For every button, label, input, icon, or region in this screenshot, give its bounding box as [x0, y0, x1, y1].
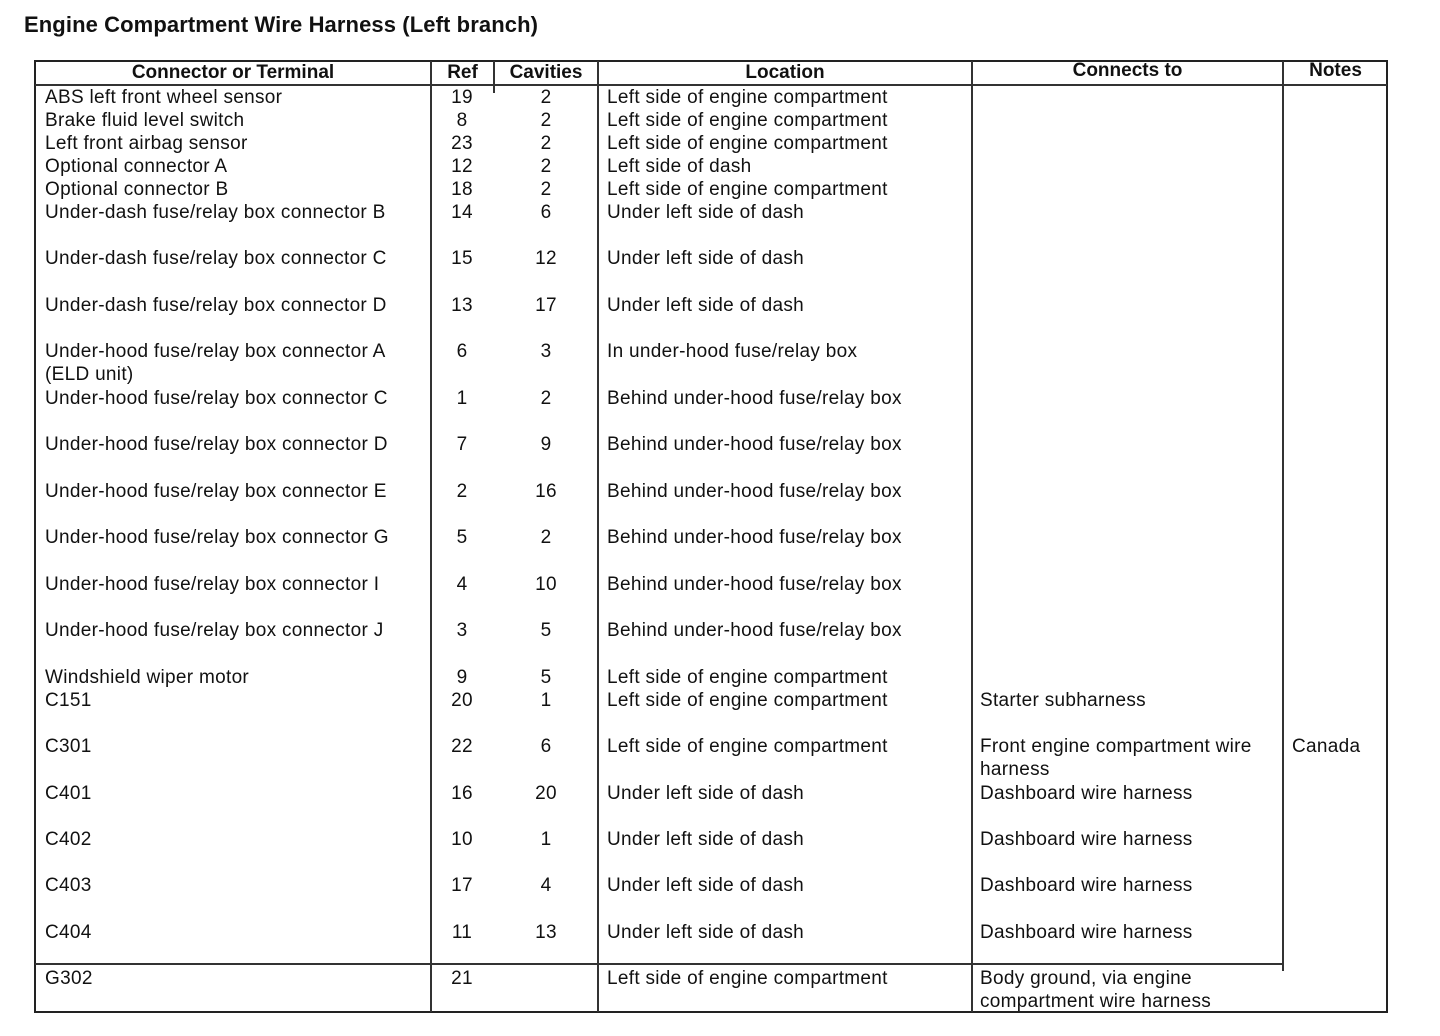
- connector-cell: Under-dash fuse/relay box connector C: [45, 248, 387, 269]
- ref-cell: 17: [451, 875, 473, 896]
- connector-cell: Left front airbag sensor: [45, 133, 248, 154]
- column-divider: [430, 61, 432, 1012]
- connector-cell: C404: [45, 922, 92, 943]
- cavities-cell: 2: [540, 133, 552, 154]
- ref-cell: 12: [451, 156, 473, 177]
- location-cell: Left side of engine compartment: [607, 736, 888, 757]
- cavities-cell: 2: [540, 179, 552, 200]
- connects-to-cell: Dashboard wire harness: [980, 922, 1193, 943]
- cavities-cell: 6: [540, 736, 552, 757]
- location-cell: Left side of dash: [607, 156, 752, 177]
- ref-cell: 2: [456, 481, 468, 502]
- ref-cell: 19: [451, 87, 473, 108]
- location-cell: Under left side of dash: [607, 783, 805, 804]
- column-divider: [597, 61, 599, 1012]
- page-title: Engine Compartment Wire Harness (Left branch): [24, 12, 539, 37]
- cavities-cell: 16: [535, 481, 557, 502]
- location-cell: Behind under-hood fuse/relay box: [607, 620, 902, 641]
- connector-cell: Under-dash fuse/relay box connector D: [45, 295, 387, 316]
- location-cell: Left side of engine compartment: [607, 110, 888, 131]
- column-divider: [971, 61, 973, 1012]
- connector-cell: G302: [45, 968, 93, 989]
- ref-cell: 11: [451, 922, 473, 943]
- section-rule: [35, 963, 1283, 965]
- connects-to-cell: Body ground, via engine compartment wire harness: [980, 968, 1212, 1012]
- location-cell: Behind under-hood fuse/relay box: [607, 481, 902, 502]
- cavities-cell: 10: [535, 574, 557, 595]
- cavities-cell: 2: [540, 87, 552, 108]
- ref-cell: 20: [451, 690, 473, 711]
- header-ref: Ref: [447, 62, 478, 83]
- location-cell: Left side of engine compartment: [607, 87, 888, 108]
- header-connects-to: Connects to: [1072, 60, 1183, 81]
- ref-cell: 10: [451, 829, 473, 850]
- connects-to-cell: Starter subharness: [980, 690, 1146, 711]
- connects-to-cell: Dashboard wire harness: [980, 875, 1193, 896]
- cavities-cell: 1: [540, 829, 552, 850]
- ref-cell: 7: [456, 434, 468, 455]
- cavities-cell: 2: [540, 527, 552, 548]
- location-cell: Under left side of dash: [607, 248, 805, 269]
- location-cell: In under-hood fuse/relay box: [607, 341, 858, 362]
- cavities-cell: 5: [540, 620, 552, 641]
- connector-cell: Under-hood fuse/relay box connector D: [45, 434, 388, 455]
- location-cell: Behind under-hood fuse/relay box: [607, 527, 902, 548]
- connects-to-cell: Front engine compartment wire harness: [980, 736, 1252, 780]
- ref-cell: 23: [451, 133, 473, 154]
- connects-to-cell: Dashboard wire harness: [980, 829, 1193, 850]
- cavities-cell: 13: [535, 922, 557, 943]
- location-cell: Left side of engine compartment: [607, 690, 888, 711]
- connector-cell: Under-hood fuse/relay box connector E: [45, 481, 387, 502]
- cavities-cell: 6: [540, 202, 552, 223]
- connector-cell: C402: [45, 829, 92, 850]
- ref-cell: 13: [451, 295, 473, 316]
- cavities-cell: 4: [540, 875, 552, 896]
- ref-cell: 4: [456, 574, 468, 595]
- header-connector: Connector or Terminal: [131, 62, 335, 83]
- connector-cell: C401: [45, 783, 92, 804]
- location-cell: Behind under-hood fuse/relay box: [607, 388, 902, 409]
- connector-cell: C403: [45, 875, 92, 896]
- header-location: Location: [745, 62, 825, 83]
- location-cell: Under left side of dash: [607, 922, 805, 943]
- connector-cell: Under-hood fuse/relay box connector C: [45, 388, 388, 409]
- location-cell: Under left side of dash: [607, 295, 805, 316]
- header-cavities: Cavities: [509, 62, 583, 83]
- location-cell: Left side of engine compartment: [607, 179, 888, 200]
- ref-cell: 15: [451, 248, 473, 269]
- connector-cell: Under-hood fuse/relay box connector G: [45, 527, 389, 548]
- connector-cell: C301: [45, 736, 92, 757]
- connector-cell: ABS left front wheel sensor: [45, 87, 283, 108]
- connector-cell: C151: [45, 690, 92, 711]
- location-cell: Under left side of dash: [607, 875, 805, 896]
- cavities-cell: 17: [535, 295, 557, 316]
- notes-cell: Canada: [1292, 736, 1361, 757]
- ref-cell: 5: [456, 527, 468, 548]
- connector-cell: Under-hood fuse/relay box connector J: [45, 620, 384, 641]
- location-cell: Left side of engine compartment: [607, 968, 888, 989]
- cavities-cell: 1: [540, 690, 552, 711]
- connector-cell: Brake fluid level switch: [45, 110, 245, 131]
- ref-cell: 8: [456, 110, 468, 131]
- ref-cell: 21: [451, 968, 473, 989]
- ref-cell: 22: [451, 736, 473, 757]
- ref-cell: 14: [451, 202, 473, 223]
- header-notes: Notes: [1309, 60, 1362, 81]
- connector-cell: Under-hood fuse/relay box connector A (ELD unit): [45, 341, 385, 385]
- cavities-cell: 2: [540, 388, 552, 409]
- connects-to-cell: Dashboard wire harness: [980, 783, 1193, 804]
- cavities-cell: 5: [540, 667, 552, 688]
- connector-cell: Optional connector A: [45, 156, 228, 177]
- ref-cell: 1: [456, 388, 468, 409]
- ref-cell: 6: [456, 341, 468, 362]
- cavities-cell: 3: [540, 341, 552, 362]
- cavities-cell: 2: [540, 110, 552, 131]
- location-cell: Under left side of dash: [607, 202, 805, 223]
- location-cell: Behind under-hood fuse/relay box: [607, 434, 902, 455]
- connector-cell: Under-hood fuse/relay box connector I: [45, 574, 380, 595]
- connector-cell: Optional connector B: [45, 179, 229, 200]
- connector-cell: Under-dash fuse/relay box connector B: [45, 202, 386, 223]
- location-cell: Under left side of dash: [607, 829, 805, 850]
- location-cell: Left side of engine compartment: [607, 667, 888, 688]
- cavities-cell: 20: [535, 783, 557, 804]
- cavities-cell: 2: [540, 156, 552, 177]
- ref-cell: 18: [451, 179, 473, 200]
- location-cell: Behind under-hood fuse/relay box: [607, 574, 902, 595]
- cavities-cell: 12: [535, 248, 557, 269]
- location-cell: Left side of engine compartment: [607, 133, 888, 154]
- ref-cell: 3: [456, 620, 468, 641]
- ref-cell: 16: [451, 783, 473, 804]
- cavities-cell: 9: [540, 434, 552, 455]
- ref-cell: 9: [456, 667, 468, 688]
- column-divider: [1282, 61, 1284, 971]
- connector-cell: Windshield wiper motor: [45, 667, 250, 688]
